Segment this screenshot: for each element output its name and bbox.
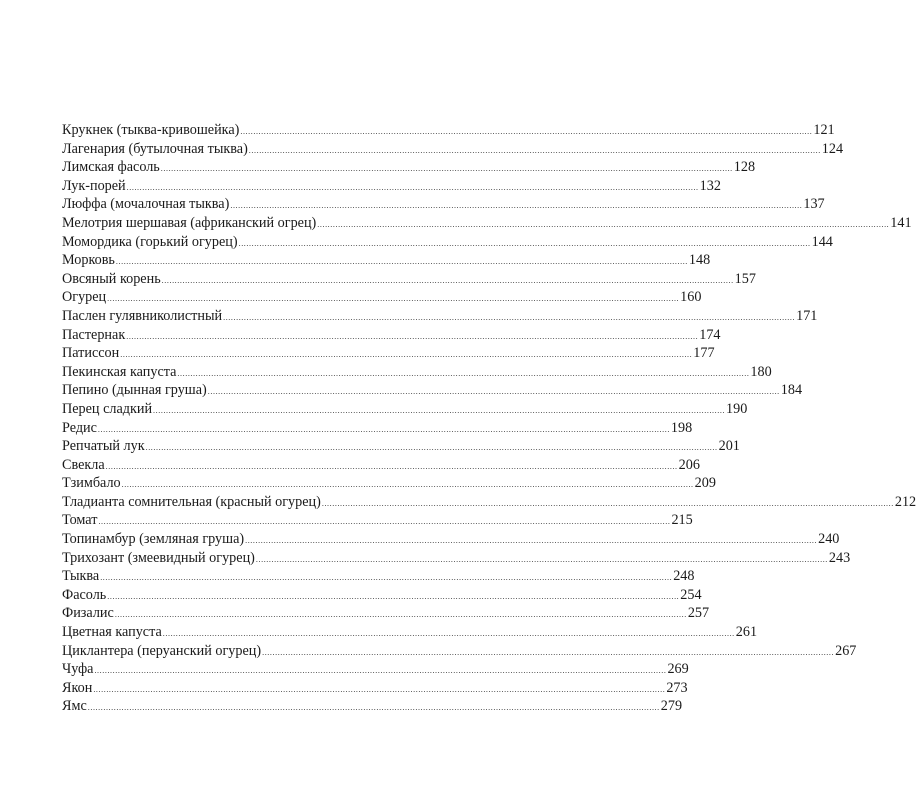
dot-leader: ............................................................................................................................................................................................................................ <box>145 443 718 453</box>
toc-entry <box>62 381 803 400</box>
toc-entry <box>62 660 689 679</box>
entry-page-number: 177 <box>693 345 715 362</box>
entry-page-number: 184 <box>780 382 803 399</box>
toc-entry <box>62 363 772 382</box>
entry-title: Огурец <box>62 289 107 306</box>
entry-page-number: 206 <box>678 456 700 473</box>
entry-title: Циклантера (перуанский огурец) <box>62 642 262 659</box>
entry-page-number: 157 <box>734 270 756 287</box>
dot-leader: ............................................................................................................................................................................................................................ <box>98 517 671 527</box>
entry-page-number: 128 <box>733 159 756 176</box>
entry-title: Якон <box>62 679 93 696</box>
entry-title: Люффа (мочалочная тыква) <box>62 196 230 213</box>
dot-leader: ............................................................................................................................................................................................................................ <box>121 480 694 490</box>
toc-entry <box>62 474 716 493</box>
entry-title: Трихозант (змеевидный огурец) <box>62 549 255 566</box>
table-of-contents <box>62 121 916 716</box>
toc-entry <box>62 158 756 177</box>
toc-entry <box>62 456 700 475</box>
entry-title: Крукнек (тыква-кривошейка) <box>62 122 240 138</box>
entry-title: Лимская фасоль <box>62 159 160 176</box>
toc-entry <box>62 567 695 586</box>
entry-title: Свекла <box>62 456 105 473</box>
toc-entry <box>62 400 748 419</box>
toc-entry <box>62 604 710 623</box>
entry-page-number: 198 <box>670 419 693 436</box>
toc-entry <box>62 307 818 326</box>
toc-entry <box>62 251 711 270</box>
toc-entry <box>62 437 740 456</box>
dot-leader: ............................................................................................................................................................................................................................ <box>93 684 666 694</box>
toc-entry <box>62 177 721 196</box>
dot-leader: ............................................................................................................................................................................................................................ <box>162 629 735 639</box>
dot-leader: ............................................................................................................................................................................................................................ <box>317 219 890 229</box>
entry-page-number: 171 <box>796 307 818 324</box>
toc-entry <box>62 642 857 661</box>
entry-page-number: 124 <box>821 140 844 157</box>
dot-leader: ............................................................................................................................................................................................................................ <box>321 498 894 508</box>
toc-entry <box>62 195 825 214</box>
dot-leader: ............................................................................................................................................................................................................................ <box>255 554 828 564</box>
toc-entry <box>62 679 688 698</box>
dot-leader: ............................................................................................................................................................................................................................ <box>177 368 750 378</box>
toc-entry <box>62 270 756 289</box>
dot-leader: ............................................................................................................................................................................................................................ <box>223 312 796 322</box>
dot-leader: ............................................................................................................................................................................................................................ <box>126 182 699 192</box>
dot-leader: ............................................................................................................................................................................................................................ <box>161 275 734 285</box>
dot-leader: ............................................................................................................................................................................................................................ <box>107 591 680 601</box>
toc-entry <box>62 549 851 568</box>
entry-title: Патиссон <box>62 345 120 362</box>
entry-title: Лук-порей <box>62 177 126 194</box>
toc-entry <box>62 233 833 252</box>
entry-page-number: 174 <box>699 326 721 343</box>
entry-title: Цветная капуста <box>62 624 162 641</box>
entry-page-number: 215 <box>671 512 693 529</box>
entry-title: Редис <box>62 419 97 436</box>
dot-leader: ............................................................................................................................................................................................................................ <box>153 405 726 415</box>
entry-title: Физалис <box>62 605 114 622</box>
dot-leader: ............................................................................................................................................................................................................................ <box>120 350 693 360</box>
entry-page-number: 248 <box>673 568 695 585</box>
entry-page-number: 209 <box>694 475 716 492</box>
entry-title: Морковь <box>62 252 115 269</box>
dot-leader: ............................................................................................................................................................................................................................ <box>97 424 670 434</box>
entry-title: Пекинская капуста <box>62 363 177 380</box>
toc-entry <box>62 419 693 438</box>
dot-leader: ............................................................................................................................................................................................................................ <box>126 331 699 341</box>
dot-leader: ............................................................................................................................................................................................................................ <box>94 666 667 676</box>
dot-leader: ............................................................................................................................................................................................................................ <box>114 610 687 620</box>
dot-leader: ............................................................................................................................................................................................................................ <box>245 536 818 546</box>
dot-leader: ............................................................................................................................................................................................................................ <box>240 127 813 136</box>
entry-page-number: 243 <box>828 549 851 566</box>
entry-title: Тзимбало <box>62 475 121 492</box>
entry-page-number: 212 <box>894 493 916 510</box>
dot-leader: ............................................................................................................................................................................................................................ <box>207 387 780 397</box>
entry-page-number: 267 <box>835 642 857 659</box>
entry-page-number: 144 <box>811 233 833 250</box>
entry-page-number: 240 <box>818 531 840 548</box>
entry-title: Пастернак <box>62 326 126 343</box>
entry-page-number: 261 <box>735 624 758 641</box>
entry-page-number: 201 <box>718 438 740 455</box>
entry-title: Перец сладкий <box>62 400 153 417</box>
entry-page-number: 160 <box>680 289 702 306</box>
toc-entry <box>62 697 683 716</box>
entry-page-number: 180 <box>750 363 772 380</box>
entry-title: Мелотрия шершавая (африканский огрец) <box>62 214 317 231</box>
dot-leader: ............................................................................................................................................................................................................................ <box>262 647 835 657</box>
entry-title: Тыква <box>62 568 100 585</box>
entry-title: Фасоль <box>62 586 107 603</box>
entry-title: Репчатый лук <box>62 438 145 455</box>
toc-entry <box>62 586 702 605</box>
entry-title: Пепино (дынная груша) <box>62 382 207 399</box>
entry-title: Тладианта сомнительная (красный огурец) <box>62 493 321 510</box>
entry-title: Момордика (горький огурец) <box>62 233 238 250</box>
entry-title: Ямс <box>62 698 87 715</box>
entry-page-number: 254 <box>680 586 702 603</box>
dot-leader: ............................................................................................................................................................................................................................ <box>105 461 678 471</box>
entry-page-number: 269 <box>667 661 689 678</box>
toc-entry <box>62 121 835 140</box>
toc-entry <box>62 530 840 549</box>
entry-page-number: 190 <box>726 400 748 417</box>
entry-page-number: 273 <box>666 679 688 696</box>
entry-page-number: 279 <box>660 698 683 715</box>
entry-title: Топинамбур (земляная груша) <box>62 531 245 548</box>
entry-page-number: 121 <box>813 122 835 138</box>
entry-title: Чуфа <box>62 661 94 678</box>
entry-page-number: 132 <box>699 177 721 194</box>
entry-page-number: 257 <box>687 605 710 622</box>
dot-leader: ............................................................................................................................................................................................................................ <box>160 164 733 174</box>
entry-title: Паслен гулявниколистный <box>62 307 223 324</box>
dot-leader: ............................................................................................................................................................................................................................ <box>107 294 680 304</box>
toc-entry <box>62 326 721 345</box>
dot-leader: ............................................................................................................................................................................................................................ <box>238 238 811 248</box>
toc-entry <box>62 511 693 530</box>
toc-entry <box>62 214 912 233</box>
dot-leader: ............................................................................................................................................................................................................................ <box>115 257 688 267</box>
dot-leader: ............................................................................................................................................................................................................................ <box>100 573 673 583</box>
entry-title: Томат <box>62 512 98 529</box>
toc-entry <box>62 623 758 642</box>
entry-title: Овсяный корень <box>62 270 161 287</box>
toc-entry <box>62 493 916 512</box>
toc-entry <box>62 140 844 159</box>
entry-title: Лагенария (бутылочная тыква) <box>62 140 248 157</box>
toc-entry <box>62 344 715 363</box>
entry-page-number: 148 <box>688 252 711 269</box>
entry-page-number: 141 <box>890 214 912 231</box>
dot-leader: ............................................................................................................................................................................................................................ <box>87 703 660 713</box>
dot-leader: ............................................................................................................................................................................................................................ <box>248 145 821 155</box>
dot-leader: ............................................................................................................................................................................................................................ <box>230 201 803 211</box>
toc-entry <box>62 288 702 307</box>
entry-page-number: 137 <box>803 196 825 213</box>
